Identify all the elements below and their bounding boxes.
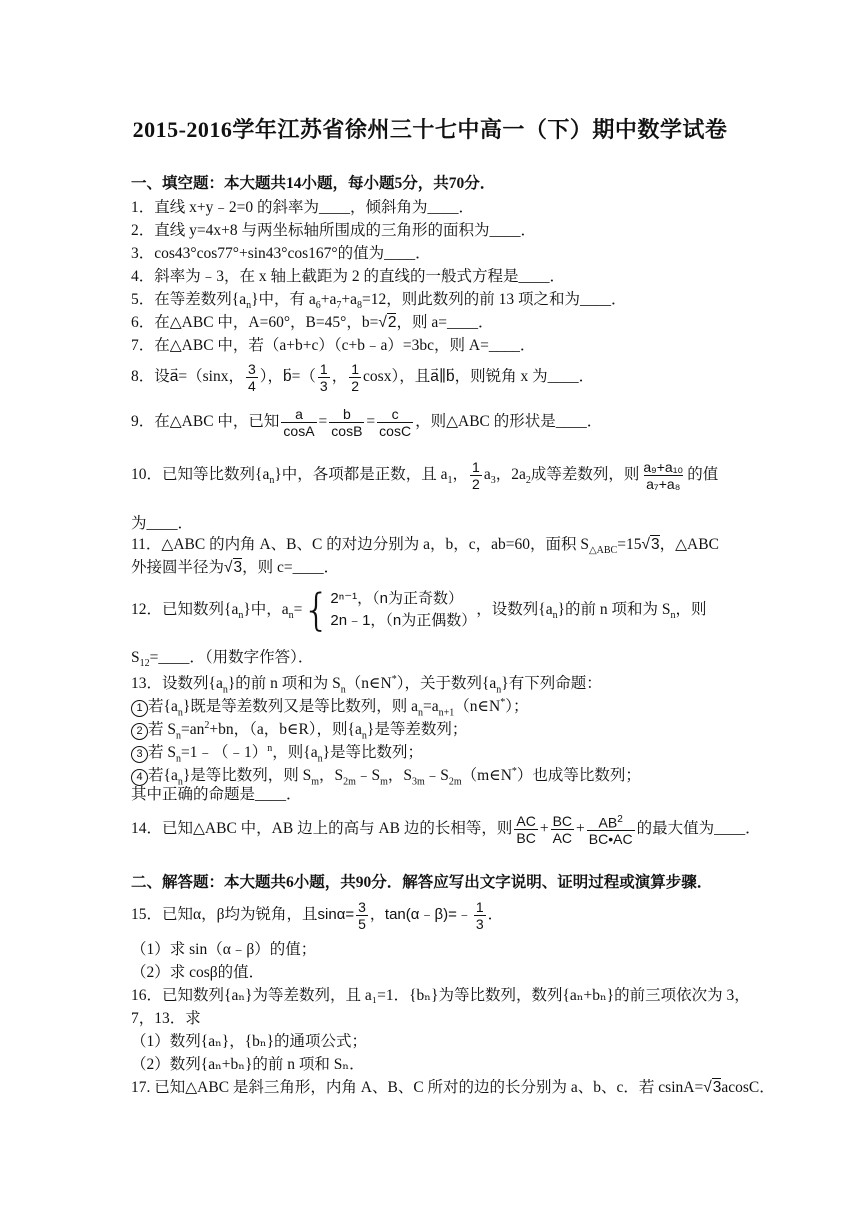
statement-2: 2 若 $S_n=an^2+bn$，（a，b∈R），则$\{a_n\}$是等差数列； [131, 716, 467, 746]
question-11: 11．△ABC 的内角 A、B、C 的对边分别为 a，b，c，ab=60，面积 $S_{\triangle ABC}=15√3$，△ABC [131, 536, 719, 557]
fraction-3-4: $\frac{3}{4}$ [247, 360, 256, 394]
question-16: 16．已知数列{aₙ}为等差数列，且 a₁=1．{bₙ}为等比数列，数列{aₙ+bₙ}的前三项依次为 3， [131, 987, 750, 1004]
sqrt-symbol: √2 [378, 314, 397, 331]
statement-4: 4 若$\{a_n\}$是等比数列，则 $S_m$，$S_{2m}﹣S_m$，$S_{3m}﹣S_{2m}(m\in N^*)$也成等比数列； [131, 762, 641, 792]
vector-a: → a [170, 360, 179, 394]
question-13-end: 其中正确的命题是____． [131, 786, 302, 803]
circled-3-icon: 3 [131, 746, 148, 763]
question-15-part-1: （1）求 sin（α﹣β）的值； [131, 941, 317, 958]
statement-3: 3 若 $S_n=1﹣(﹣1)^n$，则$\{a_n\}$是等比数列； [131, 739, 423, 769]
left-brace: { [302, 584, 331, 636]
question-12-cont: $S_{12}=\_\_\_\_$．（用数字作答）． [131, 649, 314, 670]
ratio-fraction: $\frac{\text{a₉+a₁₀}}{\text{a₇+a₈}}$ [643, 458, 684, 492]
vector-b: → b [283, 360, 292, 394]
question-11-cont: 外接圆半径为√3，则 c=____． [131, 559, 340, 576]
circled-1-icon: 1 [131, 700, 148, 717]
question-10: 10．已知等比数列$\{a_n\}$中，各项都是正数，且 $a_1$， $\frac{1}{2}$ $a_3$，$2a_2$成等差数列，则 $\frac{\text{a₉+a₁₀}}{\text{a₇+a₈}}$ 的值 [131, 458, 719, 492]
question-8: 8．设→ a=（sinx， $\frac{3}{4}$ ），→ b=（ $\frac{1}{3}$ ， $\frac{1}{2}$ cosx），且→ a∥→ b，则锐角 x 为____． [131, 360, 594, 394]
question-17: 17. 已知△ABC 是斜三角形，内角 A、B、C 所对的边的长分别为 a、b、c．若 csinA=√3acosC． [131, 1079, 775, 1096]
question-16-cont: 7，13．求 [131, 1010, 201, 1027]
circled-4-icon: 4 [131, 769, 148, 786]
question-13: 13．设数列$\{a_n\}$的前 n 项和为 $S_n(n\in N^*)$，关于数列$\{a_n\}$有下列命题： [131, 674, 602, 696]
piecewise-cases: 2ⁿ⁻¹，（n为正奇数） 2n﹣1，（n为正偶数） [330, 590, 477, 630]
question-16-part-2: （2）数列{aₙ+bₙ}的前 n 项和 Sₙ． [131, 1056, 365, 1073]
section-heading-fill-in: 一、填空题：本大题共14小题，每小题5分，共70分． [131, 175, 496, 192]
question-5: 5．在等差数列$\{a_n\}$中，有 $a_6+a_7+a_8=12$，则此数列的前 13 项之和为____． [131, 291, 627, 312]
fraction-1-3: $\frac{1}{3}$ [319, 360, 328, 394]
circled-2-icon: 2 [131, 723, 148, 740]
page-title: 2015-2016学年江苏省徐州三十七中高一（下）期中数学试卷 [132, 117, 728, 142]
question-9: 9．在△ABC 中，已知 $\frac{a}{\cos A}$ = $\frac{b}{\cos B}$ = $\frac{c}{\cos C}$ ，则△ABC 的形状是____． [131, 405, 603, 439]
question-6: 6．在△ABC 中，A=60°，B=45°，b=√2，则 a=____． [131, 314, 494, 331]
question-14: 14．已知△ABC 中，AB 边上的高与 AB 边的长相等，则 $\frac{AC}{BC}$ + $\frac{BC}{AC}$ + $\frac{AB^2}{BC•AC}$ 的最大值为____． [131, 812, 761, 848]
fraction-1-2: $\frac{1}{2}$ [351, 360, 360, 394]
question-3: 3．cos43°cos77°+sin43°cos167°的值为____． [131, 245, 431, 262]
question-4: 4．斜率为﹣3，在 x 轴上截距为 2 的直线的一般式方程是____． [131, 268, 566, 285]
statement-1: 1 若$\{a_n\}$既是等差数列又是等比数列，则 $a_n=a_{n+1}(n\in N^*)$； [131, 693, 528, 723]
question-1: 1．直线 x+y﹣2=0 的斜率为____，倾斜角为____． [131, 199, 474, 216]
question-2: 2．直线 y=4x+8 与两坐标轴所围成的三角形的面积为____． [131, 222, 536, 239]
question-15-part-2: （2）求 cosβ的值． [131, 964, 265, 981]
question-12: 12．已知数列$\{a_n\}$中，$a_n=${ 2ⁿ⁻¹，（n为正奇数） 2n﹣1，（n为正偶数） ，设数列$\{a_n\}$的前 n 项和为 $S_n$，则 [131, 584, 707, 636]
section-heading-solutions: 二、解答题：本大题共6小题，共90分．解答应写出文字说明、证明过程或演算步骤． [131, 874, 713, 891]
question-7: 7．在△ABC 中，若（a+b+c）（c+b﹣a）=3bc，则 A=____． [131, 337, 536, 354]
question-10-cont: 为____． [131, 515, 194, 532]
question-16-part-1: （1）数列{aₙ}，{bₙ}的通项公式； [131, 1033, 368, 1050]
question-15: 15．已知α，β均为锐角，且sinα= $\frac{3}{5}$ ，tan(α﹣β)=﹣ $\frac{1}{3}$ ． [131, 898, 504, 932]
